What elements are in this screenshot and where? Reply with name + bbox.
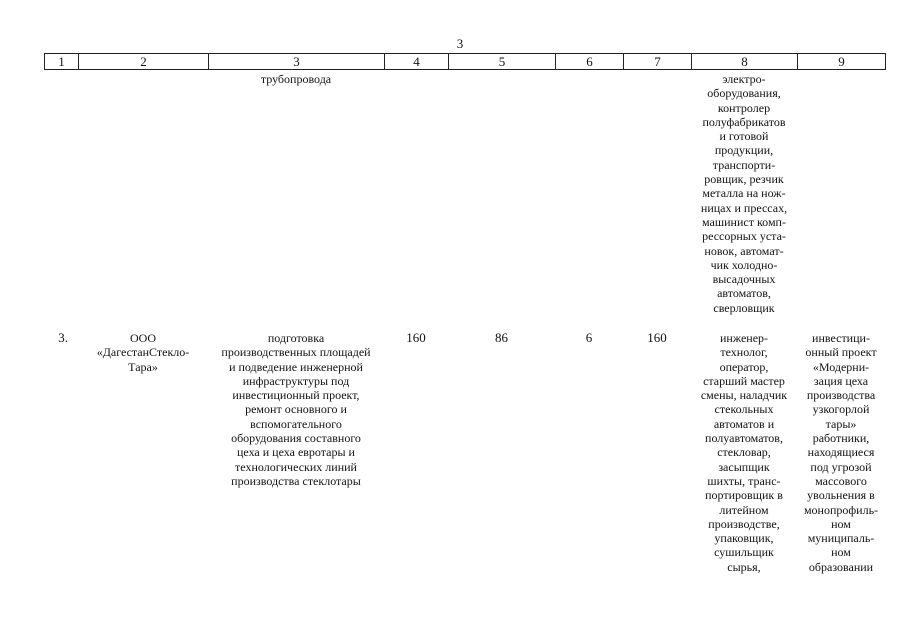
column-header-9: 9 [798, 54, 886, 70]
column-header-4: 4 [385, 54, 449, 70]
continuation-row [44, 70, 885, 327]
column-header-row [45, 54, 886, 70]
activities-cell: подготовка производственных площадей и подведение инженерной инфраструктуры под инвестиционный проект, ремонт основного и вспомогательного оборудования составного цеха и цеха евротары и технологических линий производства стеклотары [221, 331, 371, 488]
cont-cell-9 [797, 70, 885, 327]
column-header-3: 3 [209, 54, 385, 70]
col7-value: 160 [647, 330, 667, 345]
row-index: 3. [58, 330, 68, 345]
cont-cell-5 [448, 70, 555, 327]
column-header-5: 5 [449, 54, 556, 70]
cont-activities-cell: трубопровода [260, 72, 332, 86]
table-row [44, 327, 885, 574]
professions-cell: инженер- технолог, оператор, старший мастер смены, наладчик стекольных автоматов и полуавтоматов, стекловар, засыпщик шихты, транс- портировщик в литейном производстве, упаковщик, сушильщик сырья, [700, 331, 788, 574]
organization-cell: ООО «ДагестанСтекло- Тара» [96, 331, 190, 374]
cont-professions-cell: электро- оборудования, контролер полуфабрикатов и готовой продукции, транспорти- ровщик, резчик металла на нож- ницах и прессах, машинист комп- рессорных уста- новок, автомат- чик холодно- высадочных автоматов, сверловщик [700, 72, 788, 315]
cont-cell-4 [384, 70, 448, 327]
page-number: 3 [456, 36, 464, 51]
col6-value: 6 [585, 330, 593, 345]
column-header-table [44, 53, 886, 70]
notes-cell: инвестици- онный проект «Модерни- зация цеха производства узкогорлой тары» работники, находящиеся под угрозой массового увольнения в монопрофиль- ном муниципаль- ном образовании [803, 331, 879, 574]
column-header-2: 2 [79, 54, 209, 70]
cont-cell-6 [555, 70, 623, 327]
cont-cell-7 [623, 70, 691, 327]
cont-cell-2 [78, 70, 208, 327]
column-header-6: 6 [556, 54, 624, 70]
col4-value: 160 [406, 330, 426, 345]
column-header-1: 1 [45, 54, 79, 70]
column-header-7: 7 [624, 54, 692, 70]
column-header-8: 8 [692, 54, 798, 70]
cont-cell-1 [44, 70, 78, 327]
data-table [44, 70, 885, 574]
col5-value: 86 [495, 330, 508, 345]
